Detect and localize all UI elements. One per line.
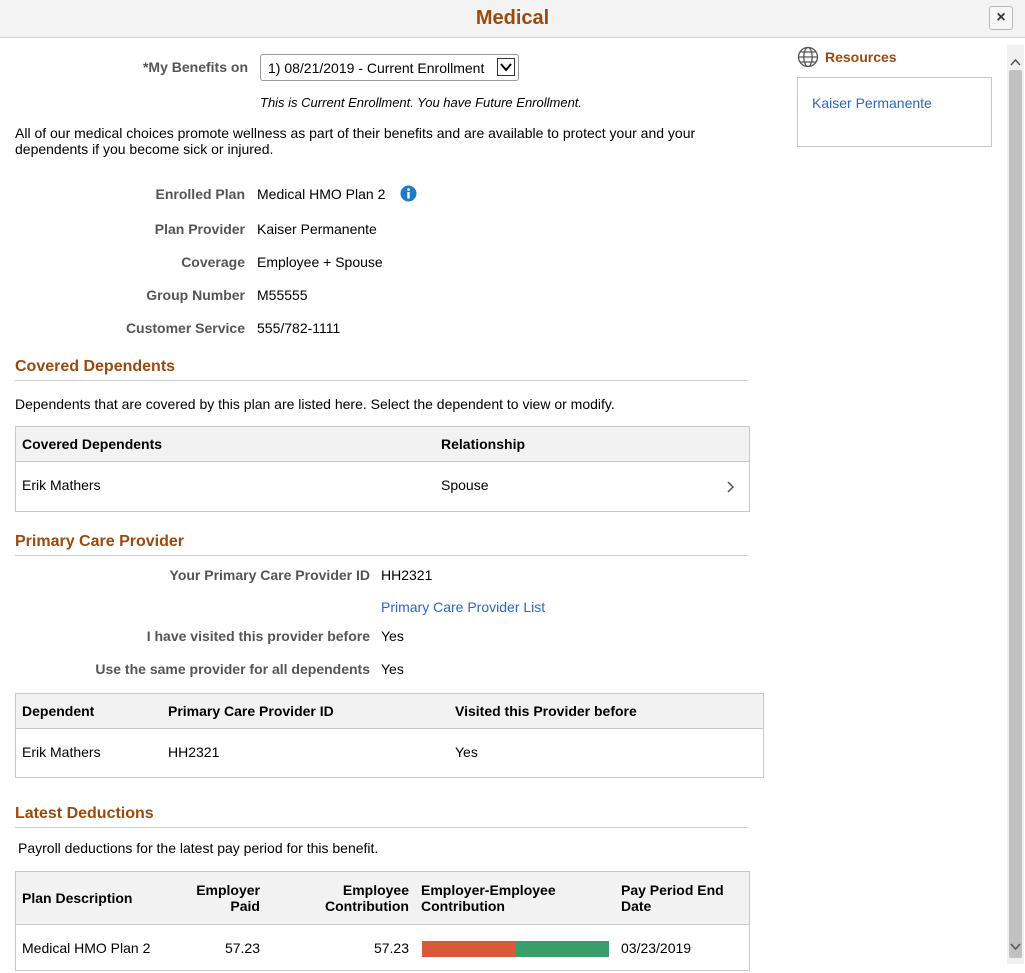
covered-dependents-heading: Covered Dependents <box>15 358 748 381</box>
coverage-label: Coverage <box>181 254 245 270</box>
col-covered-dependents: Covered Dependents <box>22 436 163 452</box>
pcp-id-value: HH2321 <box>381 567 433 583</box>
coverage-value: Employee + Spouse <box>257 254 383 270</box>
resources-panel <box>797 77 992 147</box>
customer-service-value: 555/782-1111 <box>257 320 341 336</box>
plan-provider-label: Plan Provider <box>154 221 245 237</box>
latest-deductions-heading: Latest Deductions <box>15 805 748 828</box>
table-row[interactable] <box>16 462 749 512</box>
col-visited: Visited this Provider before <box>455 703 637 719</box>
pcp-id-label: Your Primary Care Provider ID <box>169 567 370 583</box>
deduction-period-end: 03/23/2019 <box>621 940 692 956</box>
same-provider-value: Yes <box>381 661 404 677</box>
col-pcp-id: Primary Care Provider ID <box>168 703 334 719</box>
col-employee-contribution-2: Contribution <box>325 898 409 914</box>
pcp-dependent-id: HH2321 <box>168 744 220 760</box>
enrolled-plan-label: Enrolled Plan <box>155 186 245 202</box>
visited-provider-label: I have visited this provider before <box>146 628 370 644</box>
page-title: Medical <box>475 7 550 29</box>
intro-text: All of our medical choices promote wellness as part of their benefits and are available to protect your and your dependents if you become sick or injured. <box>15 125 696 157</box>
close-button[interactable] <box>989 6 1013 30</box>
contribution-ratio-bar <box>422 941 609 957</box>
col-employer-paid-2: Paid <box>230 898 260 914</box>
dependent-relationship: Spouse <box>441 477 489 493</box>
group-number-label: Group Number <box>146 287 245 303</box>
latest-deductions-desc: Payroll deductions for the latest pay period for this benefit. <box>18 840 379 856</box>
pcp-list-link[interactable]: Primary Care Provider List <box>381 599 546 615</box>
info-icon[interactable] <box>400 185 417 202</box>
benefits-date-select[interactable] <box>260 54 519 81</box>
modal-header <box>0 0 1025 38</box>
same-provider-label: Use the same provider for all dependents <box>95 661 370 677</box>
pcp-dependent-visited: Yes <box>455 744 478 760</box>
covered-dependents-desc: Dependents that are covered by this plan are listed here. Select the dependent to view or modify. <box>15 396 615 412</box>
table-row <box>16 925 749 973</box>
col-employer-paid-1: Employer <box>196 882 260 898</box>
col-dependent: Dependent <box>22 703 95 719</box>
kaiser-permanente-link[interactable]: Kaiser Permanente <box>812 95 932 111</box>
scroll-up-icon[interactable] <box>1010 53 1021 69</box>
col-plan-description: Plan Description <box>22 890 133 906</box>
scroll-down-icon[interactable] <box>1010 938 1021 954</box>
col-ratio-2: Contribution <box>421 898 505 914</box>
covered-dependents-grid <box>15 426 750 512</box>
visited-provider-value: Yes <box>381 628 404 644</box>
col-relationship: Relationship <box>441 436 526 452</box>
deduction-employee-contribution: 57.23 <box>373 940 409 956</box>
scrollbar[interactable] <box>1007 45 1024 964</box>
plan-provider-value: Kaiser Permanente <box>257 221 377 237</box>
pcp-dependent-name: Erik Mathers <box>22 744 101 760</box>
close-icon: × <box>996 9 1006 26</box>
col-period-end-2: Date <box>621 898 652 914</box>
col-ratio-1: Employer-Employee <box>421 882 556 898</box>
chevron-down-icon <box>497 58 515 76</box>
enrolled-plan-value: Medical HMO Plan 2 <box>257 186 386 202</box>
employee-share-segment <box>516 941 609 957</box>
primary-care-provider-heading: Primary Care Provider <box>15 533 748 556</box>
group-number-value: M55555 <box>257 287 308 303</box>
col-employee-contribution-1: Employee <box>342 882 409 898</box>
grid-header <box>16 872 749 925</box>
pcp-dependents-grid <box>15 693 764 778</box>
employer-share-segment <box>422 941 516 957</box>
grid-header <box>16 427 749 462</box>
benefits-date-label: *My Benefits on <box>142 59 248 75</box>
table-row <box>16 729 763 778</box>
grid-header <box>16 694 763 729</box>
deduction-employer-paid: 57.23 <box>224 940 260 956</box>
deductions-grid <box>15 871 750 971</box>
benefits-date-value: 1) 08/21/2019 - Current Enrollment <box>268 60 485 76</box>
dependent-name: Erik Mathers <box>22 477 101 493</box>
deduction-plan: Medical HMO Plan 2 <box>22 940 151 956</box>
scroll-thumb[interactable] <box>1009 70 1022 958</box>
col-period-end-1: Pay Period End <box>621 882 724 898</box>
customer-service-label: Customer Service <box>125 320 245 336</box>
globe-icon <box>797 46 819 68</box>
chevron-right-icon <box>726 480 735 497</box>
resources-title: Resources <box>825 49 897 65</box>
enrollment-note: This is Current Enrollment. You have Future Enrollment. <box>260 95 583 110</box>
